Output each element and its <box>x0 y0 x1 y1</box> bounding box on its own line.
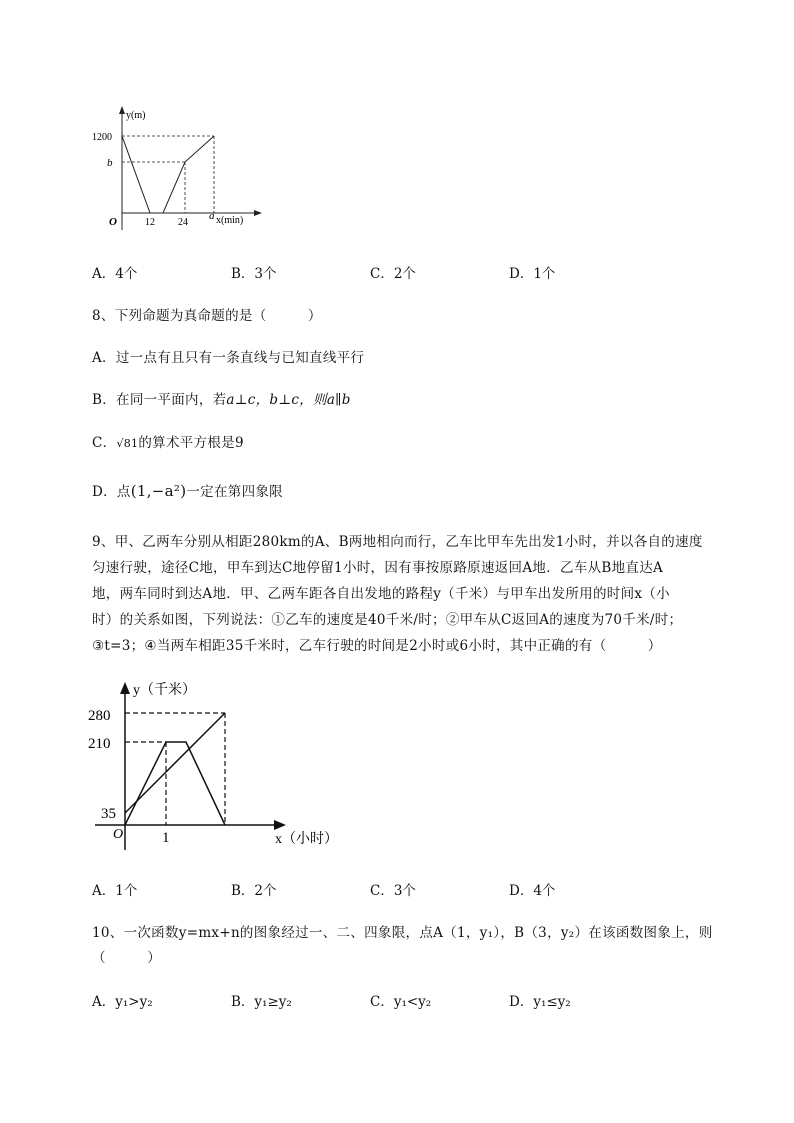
x-tick-a: a <box>209 210 215 222</box>
q8-option-c-label: C． <box>92 435 117 451</box>
figure-two-cars-graph <box>85 672 355 852</box>
q10-stem-line-2: （ ） <box>92 950 161 966</box>
car-yi-line <box>125 713 225 813</box>
x-axis-label: x（小时） <box>275 832 338 847</box>
y-axis-label: y（千米） <box>133 683 196 698</box>
x-tick-12: 12 <box>145 217 155 228</box>
x-axis-arrow <box>254 210 262 216</box>
q10-option-a: A．y₁>y₂ <box>92 994 153 1010</box>
q9-option-c: C．3个 <box>370 883 416 899</box>
point-coordinates: (1,−a²) <box>130 482 187 500</box>
q10-option-b: B．y₁≥y₂ <box>231 994 292 1010</box>
q8-option-b-text: B．在同一平面内，若 <box>92 392 227 408</box>
x-axis-label: x(min) <box>216 215 244 226</box>
y-axis-arrow <box>120 682 130 694</box>
q8-option-b-math: a⊥c，b⊥c，则a∥b <box>226 392 351 408</box>
x-axis-arrow <box>274 820 286 830</box>
y-tick-b: b <box>107 157 113 169</box>
q8-option-c-text: 的算术平方根是9 <box>138 435 244 451</box>
q9-line-2: 匀速行驶，途径C地，甲车到达C地停留1小时，因有事按原路原速返回A地．乙车从B地直达A <box>92 560 664 576</box>
q8-option-b <box>92 388 351 408</box>
q7-option-d: D．1个 <box>509 266 556 282</box>
x-tick-24: 24 <box>178 217 188 228</box>
q9-line-5: ③t=3；④当两车相距35千米时，乙车行驶的时间是2小时或6小时，其中正确的有（ ） <box>92 638 662 654</box>
y-tick-1200: 1200 <box>92 132 112 143</box>
graph-line <box>122 136 214 213</box>
car-jia-line <box>125 742 225 825</box>
q8-option-d-text: 一定在第四象限 <box>186 484 283 500</box>
q7-option-a: A．4个 <box>92 266 138 282</box>
y-tick-280: 280 <box>88 708 111 724</box>
q8-option-c <box>92 431 244 451</box>
q9-line-3: 地，两车同时到达A地．甲、乙两车距各自出发地的路程y（千米）与甲车出发所用的时间x（小 <box>92 586 670 602</box>
x-tick-1: 1 <box>162 830 170 846</box>
origin-label: O <box>109 216 117 228</box>
q8-stem: 8、下列命题为真命题的是（ ） <box>92 308 322 324</box>
y-axis-label: y(m) <box>126 110 146 121</box>
y-tick-210: 210 <box>88 736 111 752</box>
q10-option-d: D．y₁≤y₂ <box>509 994 571 1010</box>
q9-option-d: D．4个 <box>509 883 556 899</box>
y-tick-35: 35 <box>101 806 116 822</box>
q8-option-d-label: D．点 <box>92 484 131 500</box>
q8-option-d <box>92 480 283 500</box>
q7-option-b: B．3个 <box>231 266 277 282</box>
q9-option-b: B．2个 <box>231 883 277 899</box>
q7-option-c: C．2个 <box>370 266 416 282</box>
q9-line-4: 时）的关系如图，下列说法：①乙车的速度是40千米/时；②甲车从C返回A的速度为70千米/时； <box>92 612 683 628</box>
sqrt-81: √81 <box>116 437 139 450</box>
origin-label: O <box>113 827 124 842</box>
q8-option-a: A．过一点有且只有一条直线与已知直线平行 <box>92 350 365 366</box>
q10-stem-line-1: 10、一次函数y=mx+n的图象经过一、二、四象限，点A（1，y₁），B（3，y₂）在该函数图象上，则 <box>92 925 713 941</box>
y-axis-arrow <box>119 106 125 114</box>
q10-option-c: C．y₁<y₂ <box>370 994 432 1010</box>
q9-option-a: A．1个 <box>92 883 138 899</box>
figure-distance-time-graph <box>80 100 280 240</box>
q9-line-1: 9、甲、乙两车分别从相距280km的A、B两地相向而行，乙车比甲车先出发1小时，并以各自的速度 <box>92 534 703 550</box>
